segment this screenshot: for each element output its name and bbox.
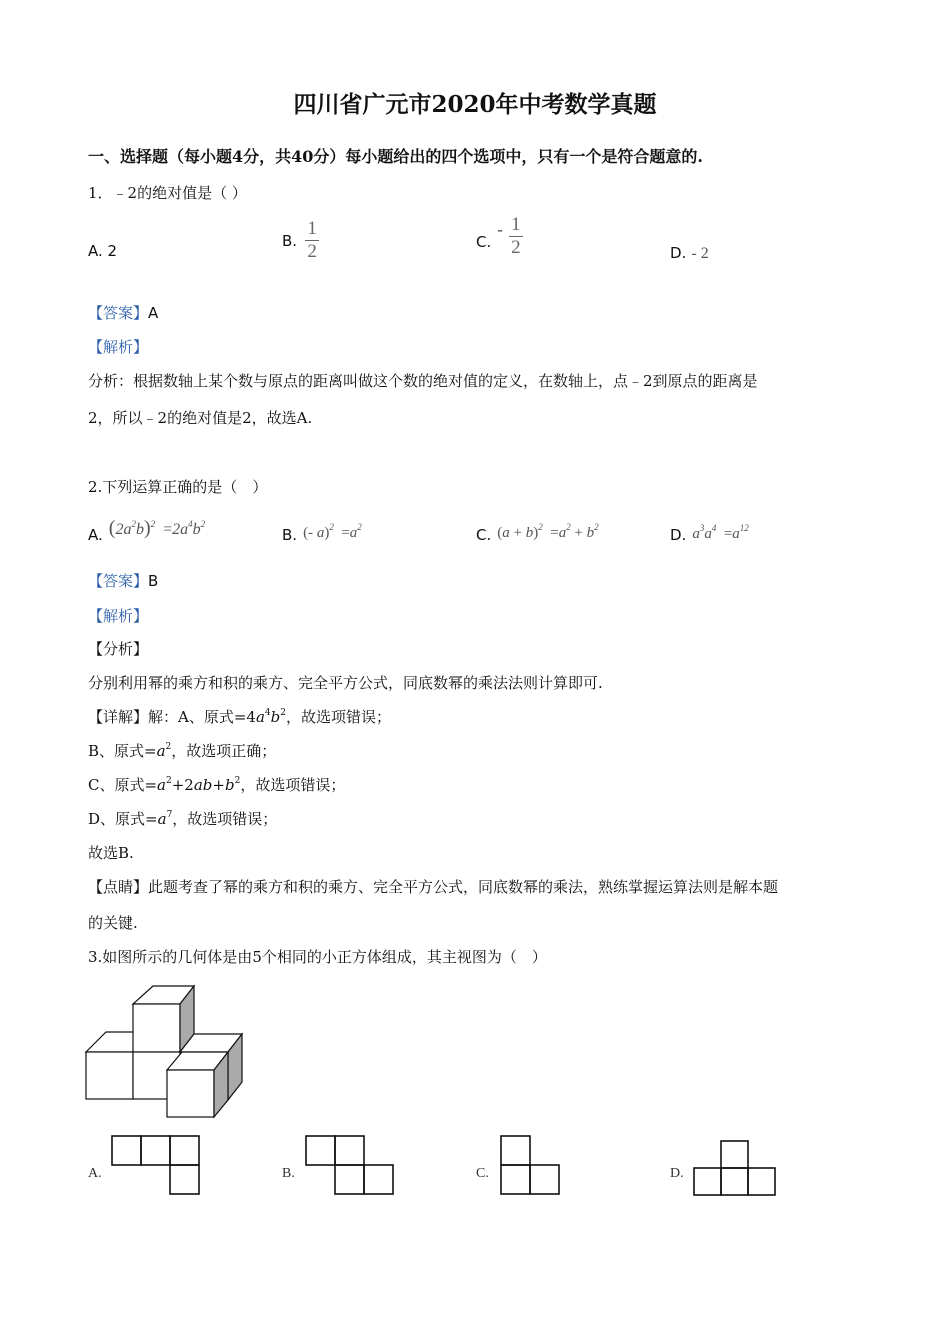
q2-detail-a: 【详解】解：A、原式$=4a^4b^2$，故选项错误； [88,708,392,726]
page-title: 四川省广元市2020年中考数学真题 [293,91,657,118]
q2-remark-line2: 的关键. [88,914,138,932]
answer-tag: 【答案】 [88,572,149,590]
square-cell [170,1165,199,1194]
detail-b-text: B、原式= [88,742,157,760]
q1-option-c-sign: - [497,219,503,239]
q1-analysis-tag: 【解析】 [88,338,149,356]
square-cell [748,1168,775,1195]
q1-option-c-numerator: 1 [511,214,521,235]
q3-option-a-label: A. [88,1166,102,1181]
q2-option-a-label: A. [88,526,103,544]
square-cell [306,1136,335,1165]
q3-stem: 3.如图所示的几何体是由5个相同的小正方体组成，其主视图为（ ） [88,948,547,966]
q1-stem: 1．﹣2的绝对值是（ ） [88,184,247,202]
square-cell [112,1136,141,1165]
q1-option-c-label: C. [476,232,492,251]
detail-c-text: C、原式= [88,776,158,794]
answer-value: A [148,304,159,322]
square-cell [335,1136,364,1165]
cube-front-face [133,1004,180,1052]
square-cell [721,1168,748,1195]
q3-option-d-label: D. [670,1166,684,1181]
q2-option-b-label: B. [282,526,298,544]
q1-option-d-label: D. [670,244,687,262]
square-cell [141,1136,170,1165]
answer-tag: 【答案】 [88,304,149,322]
square-cell [694,1168,721,1195]
square-cell [530,1165,559,1194]
q2-option-c-expression: $(a + b)^2 =a^2 + b^2$ [497,521,599,541]
q2-option-d-expression: $a^3a^4 =a^{12}$ [692,522,749,542]
q2-detail-b: B、原式$=a^2$，故选项正确； [88,742,277,760]
q2-fenxi-text: 分别利用幂的乘方和积的乘方、完全平方公式，同底数幂的乘法法则计算即可. [88,674,603,692]
remark-tag: 【点睛】 [88,878,149,896]
q1-option-b-numerator: 1 [307,218,317,239]
remark-text: 此题考查了幂的乘方和积的乘方、完全平方公式，同底数幂的乘法，熟练掌握运算法则是解本题 [148,878,779,896]
q2-detail-c: C、原式$=a^2+2ab+b^2$，故选项错误； [88,776,346,794]
q2-option-b-expression: (- $a)^2 =a^2$ [303,521,362,541]
q3-option-c-label: C. [476,1166,489,1181]
detail-a-suffix: ，故选项错误； [286,708,392,726]
q3-option-b-view [306,1136,393,1194]
q1-option-a-label: A. [88,242,103,260]
cube-front-face [86,1052,133,1099]
q2-option-a-expression: $(2a^2b)^2 =2a^4b^2$ [108,516,206,539]
q3-option-b-label: B. [282,1166,295,1181]
q2-stem: 2.下列运算正确的是（ ） [88,478,268,496]
q1-option-b-label: B. [282,231,298,250]
q1-analysis-line2: 2，所以﹣2的绝对值是2，故选A. [88,409,313,427]
q2-detail-d: D、原式$=a^7$，故选项错误； [88,810,278,828]
square-cell [721,1141,748,1168]
square-cell [170,1136,199,1165]
detail-a-text: 解：A、原式=4 [148,708,256,726]
q3-option-d-view [694,1141,775,1195]
q3-option-a-view [112,1136,199,1194]
q2-option-c-label: C. [476,526,492,544]
q2-option-d-label: D. [670,526,687,544]
q1-analysis-line1: 分析：根据数轴上某个数与原点的距离叫做这个数的绝对值的定义，在数轴上，点﹣2到原点的距离是 [88,372,758,390]
cube-front-face [167,1070,214,1117]
q2-analysis-tag: 【解析】 [88,607,149,625]
detail-b-suffix: ，故选项正确； [171,742,277,760]
q3-option-c-view [501,1136,559,1194]
square-cell [501,1136,530,1165]
q2-fenxi-tag: 【分析】 [88,640,149,658]
q1-option-a-value: 2 [107,242,118,260]
q2-conclusion: 故选B. [88,844,134,862]
section-heading: 一、选择题（每小题4分，共40分）每小题给出的四个选项中，只有一个是符合题意的. [88,147,703,166]
detail-c-suffix: ，故选项错误； [240,776,346,794]
square-cell [335,1165,364,1194]
detail-tag: 【详解】 [88,708,149,726]
q1-option-c-denominator: 2 [511,237,521,258]
answer-value: B [148,572,159,590]
square-cell [364,1165,393,1194]
q1-option-d-value: - 2 [691,245,709,262]
q1-option-b-denominator: 2 [307,241,317,262]
detail-d-suffix: ，故选项错误； [172,810,278,828]
detail-d-text: D、原式= [88,810,158,828]
square-cell [501,1165,530,1194]
